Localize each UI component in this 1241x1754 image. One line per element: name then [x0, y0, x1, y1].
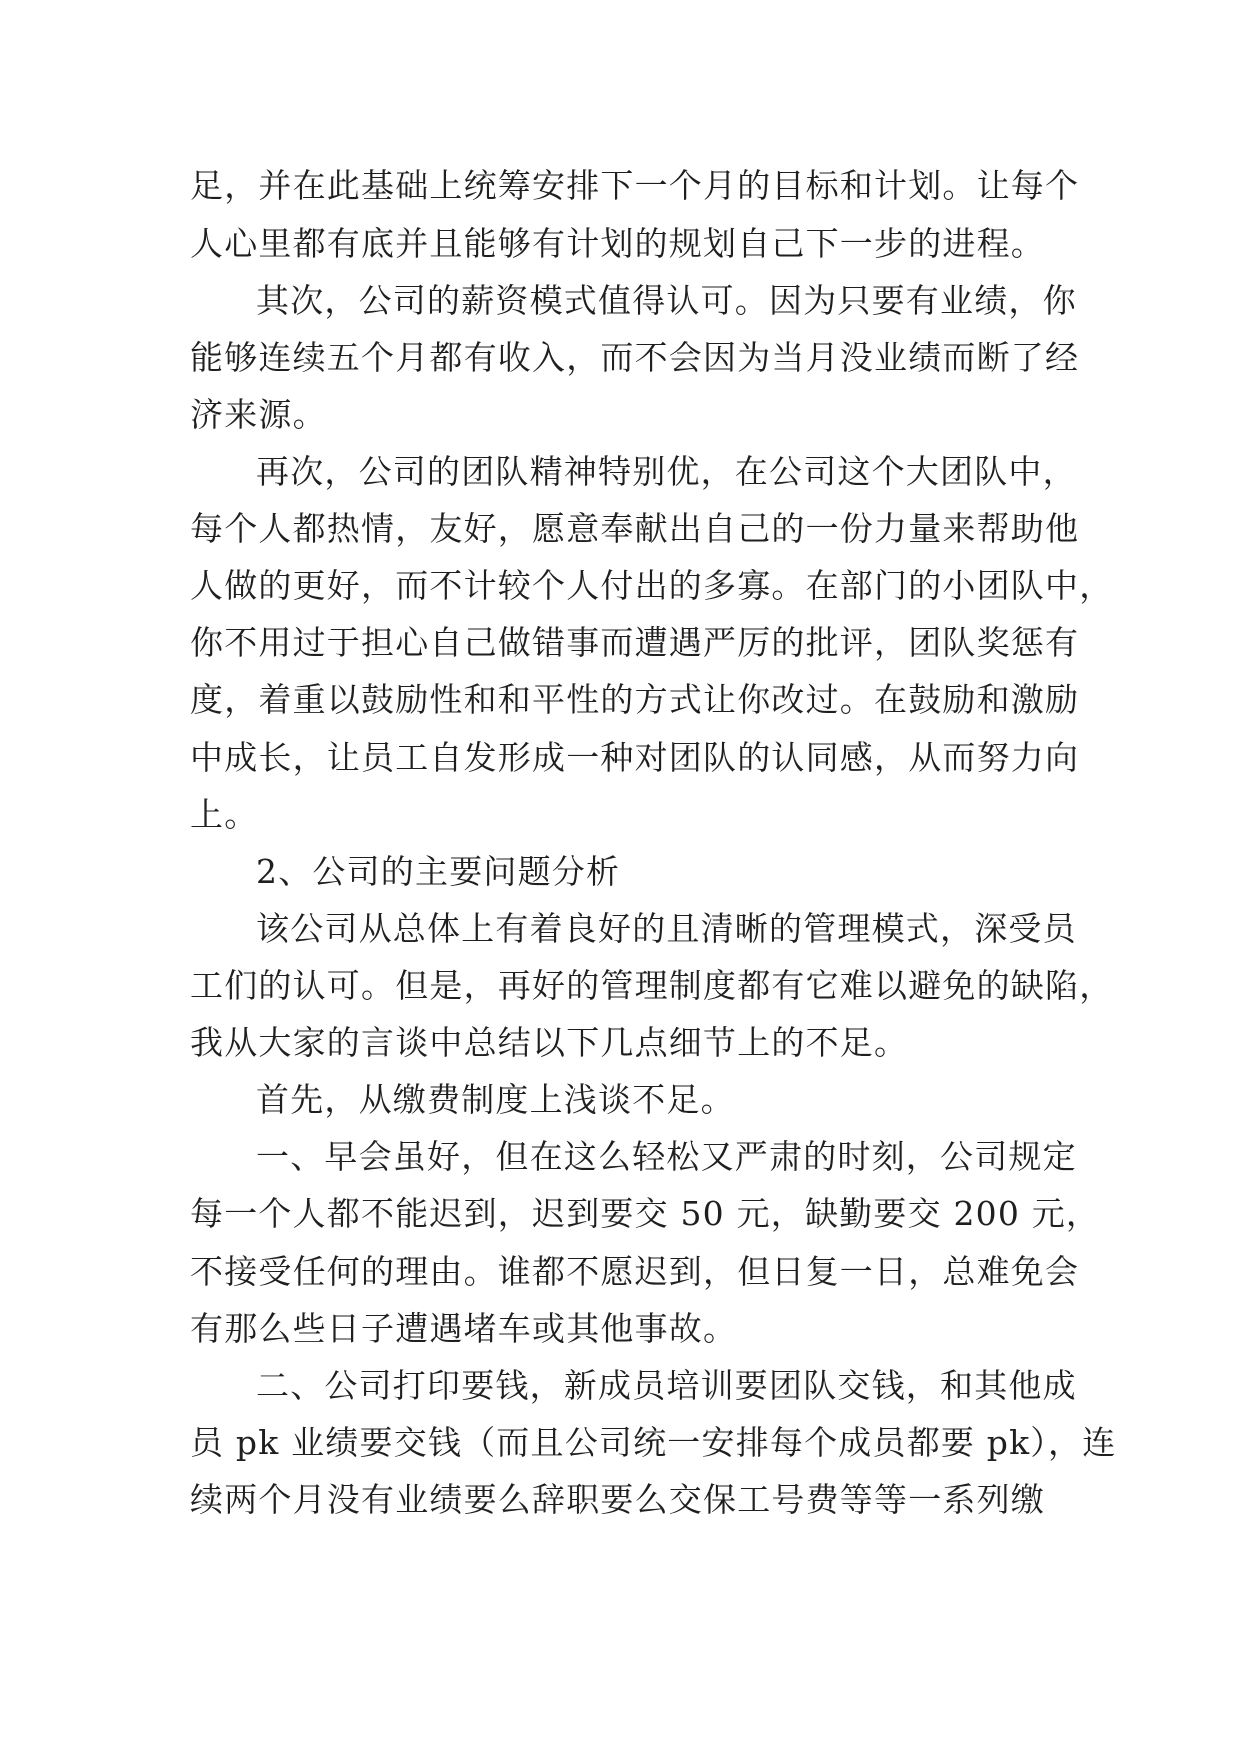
text-line: 人心里都有底并且能够有计划的规划自己下一步的进程。 — [190, 224, 1045, 263]
paragraph-start: 再次，公司的团队精神特别优，在公司这个大团队中， — [256, 452, 1077, 491]
text-line: 能够连续五个月都有收入，而不会因为当月没业绩而断了经 — [190, 338, 1080, 377]
paragraph-start: 一、早会虽好，但在这么轻松又严肃的时刻，公司规定 — [256, 1137, 1077, 1176]
text-line: 续两个月没有业绩要么辞职要么交保工号费等等一系列缴 — [190, 1480, 1045, 1519]
text-line: 度，着重以鼓励性和和平性的方式让你改过。在鼓励和激励 — [190, 680, 1080, 719]
text-line: 人做的更好，而不计较个人付出的多寡。在部门的小团队中， — [190, 566, 1114, 605]
paragraph-start: 其次，公司的薪资模式值得认可。因为只要有业绩，你 — [256, 281, 1077, 320]
section-heading: 2、公司的主要问题分析 — [256, 852, 621, 891]
text-line: 济来源。 — [190, 395, 327, 434]
text-line: 工们的认可。但是，再好的管理制度都有它难以避免的缺陷， — [190, 966, 1114, 1005]
text-line: 中成长，让员工自发形成一种对团队的认同感，从而努力向 — [190, 738, 1080, 777]
text-line: 每个人都热情，友好，愿意奉献出自己的一份力量来帮助他 — [190, 509, 1080, 548]
text-line: 不接受任何的理由。谁都不愿迟到，但日复一日，总难免会 — [190, 1252, 1080, 1291]
paragraph-start: 首先，从缴费制度上浅谈不足。 — [256, 1080, 735, 1119]
text-line: 上。 — [190, 795, 259, 834]
paragraph-start: 该公司从总体上有着良好的且清晰的管理模式，深受员 — [256, 909, 1077, 948]
text-line: 你不用过于担心自己做错事而遭遇严厉的批评，团队奖惩有 — [190, 623, 1080, 662]
text-line: 每一个人都不能迟到，迟到要交 50 元，缺勤要交 200 元， — [190, 1194, 1101, 1233]
paragraph-start: 二、公司打印要钱，新成员培训要团队交钱，和其他成 — [256, 1366, 1077, 1405]
text-line: 我从大家的言谈中总结以下几点细节上的不足。 — [190, 1023, 909, 1062]
text-line: 足，并在此基础上统筹安排下一个月的目标和计划。让每个 — [190, 166, 1080, 205]
text-line: 员 pk 业绩要交钱（而且公司统一安排每个成员都要 pk），连 — [190, 1423, 1117, 1462]
text-line: 有那么些日子遭遇堵车或其他事故。 — [190, 1309, 738, 1348]
